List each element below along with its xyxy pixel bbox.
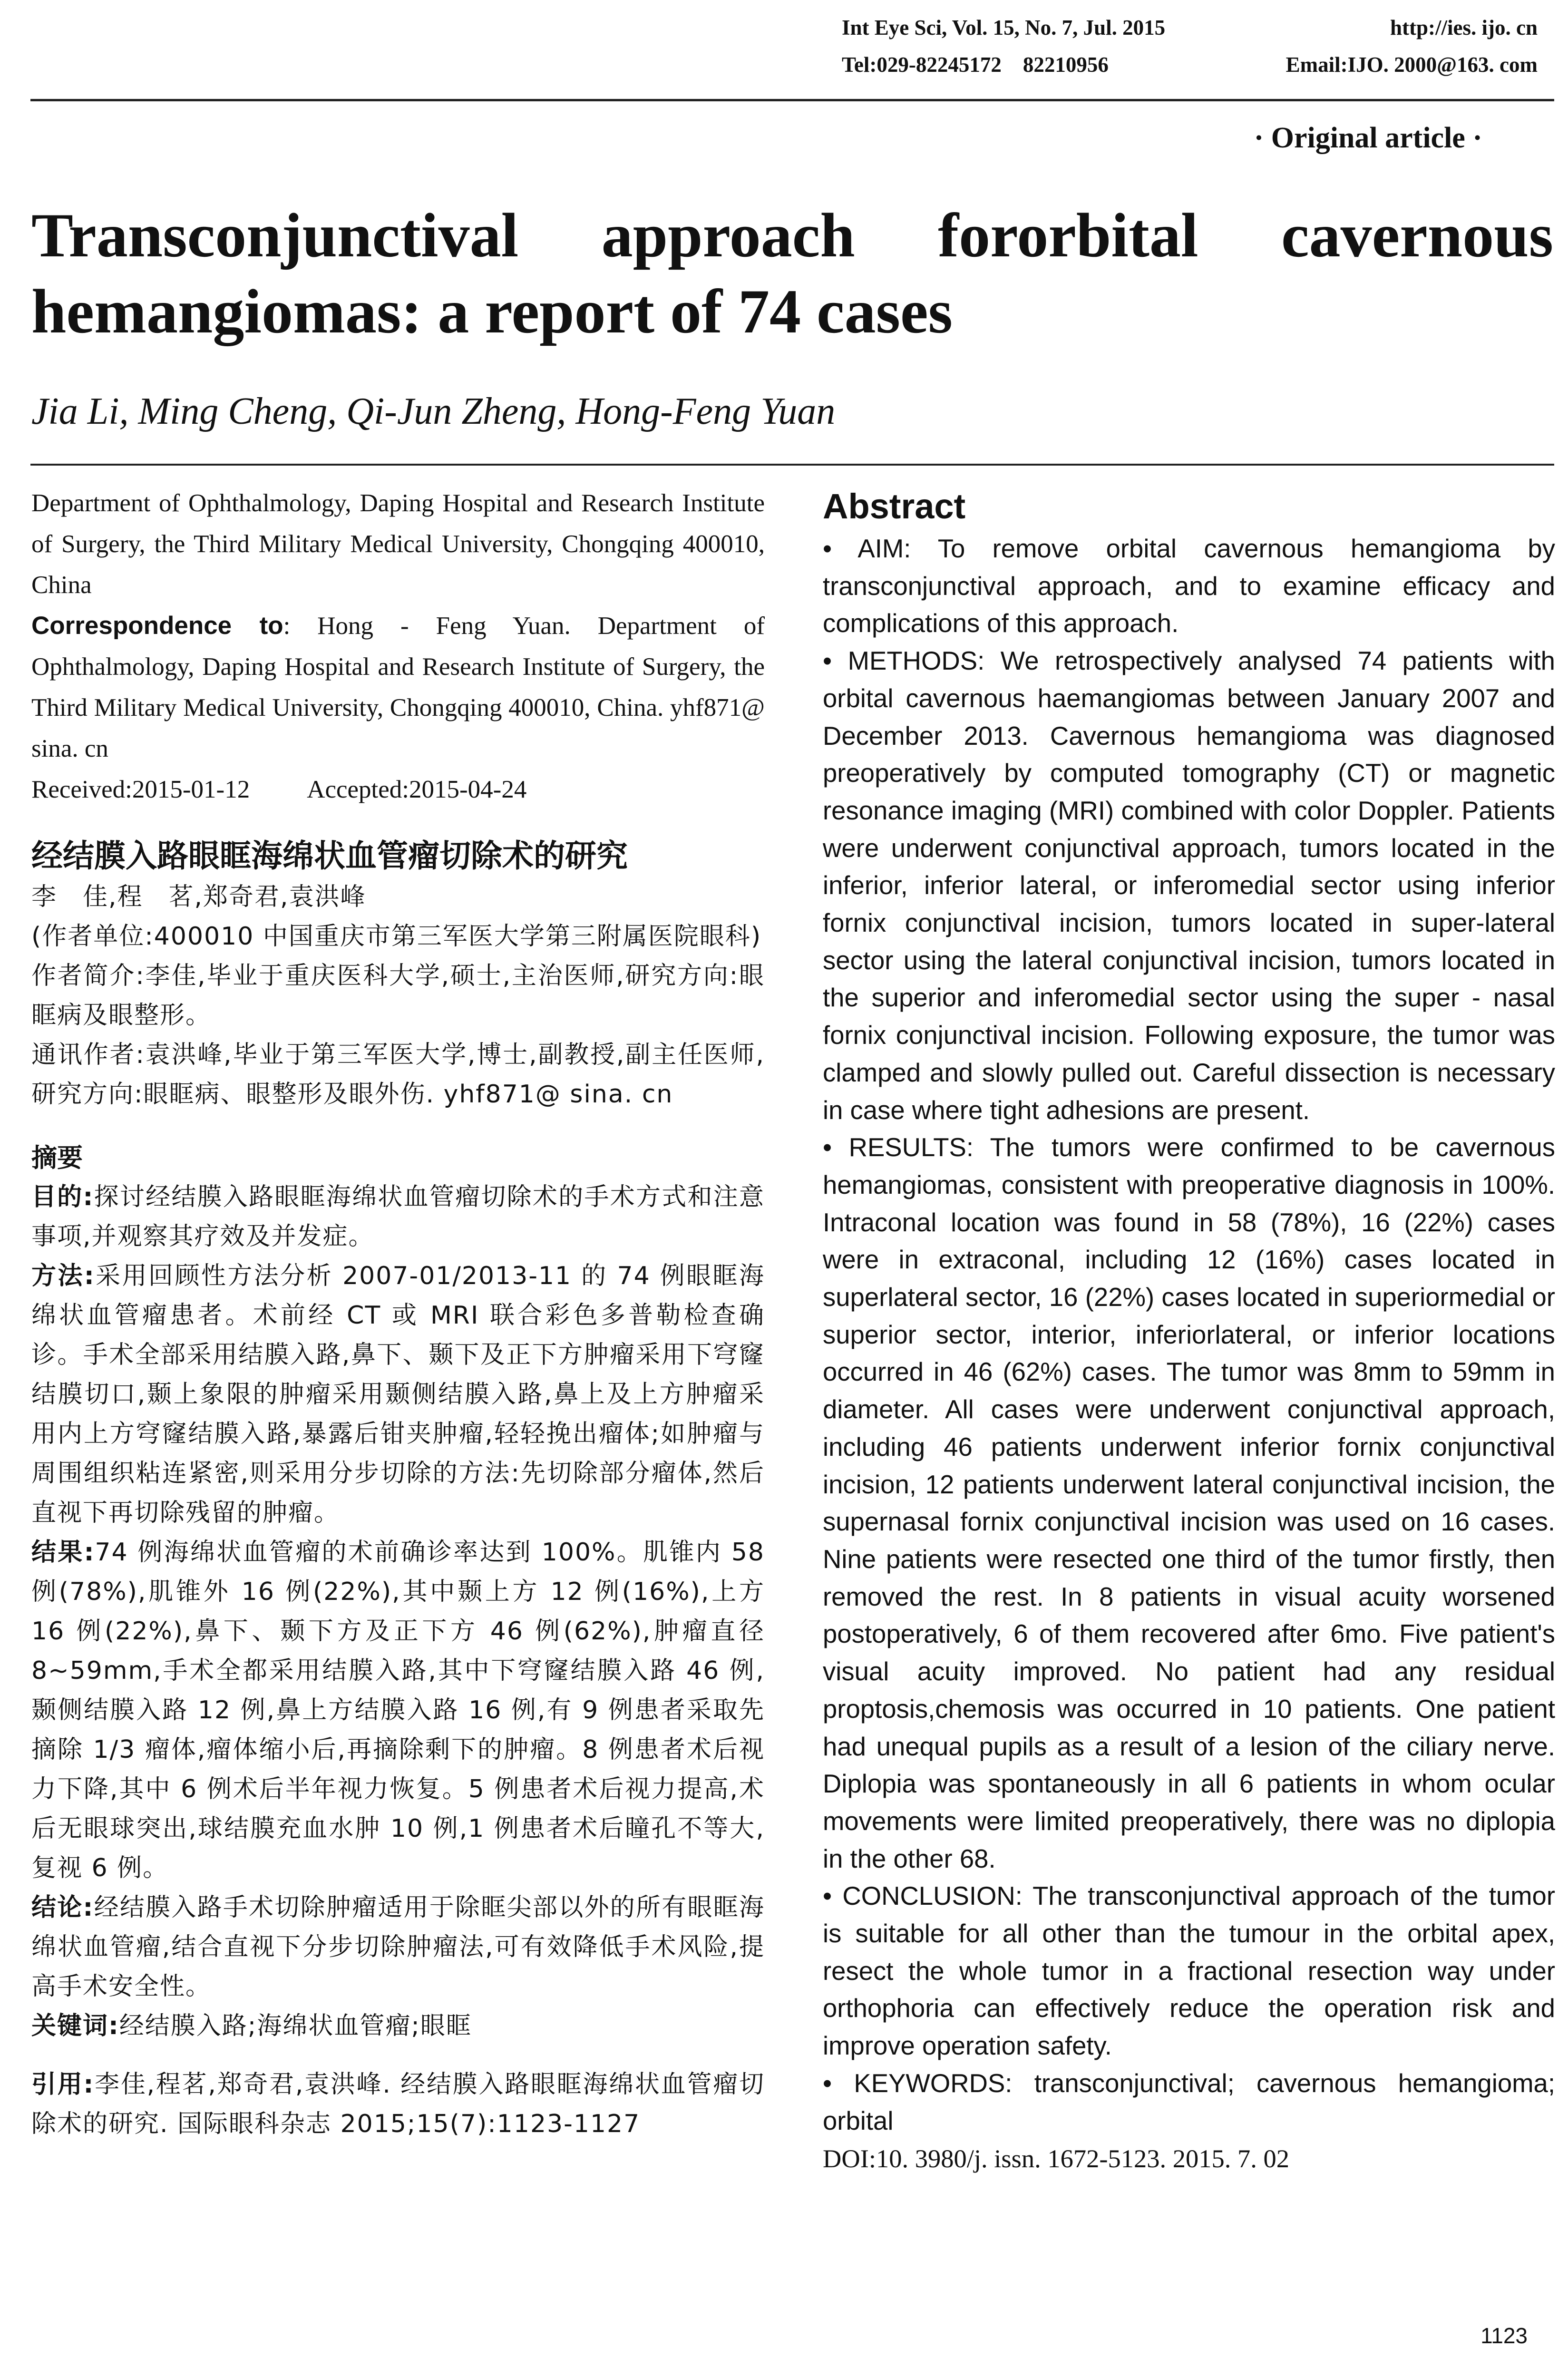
chinese-aim-label: 目的: <box>31 1183 94 1211</box>
left-column <box>31 483 765 2144</box>
title-word: fororbital <box>938 200 1198 270</box>
right-column <box>823 483 1555 2178</box>
chinese-abstract-heading: 摘要 <box>31 1143 83 1173</box>
abstract-keywords: • KEYWORDS: transconjunctival; cavernous hemangioma; orbital <box>823 2068 1555 2135</box>
chinese-citation-label: 引用: <box>31 2070 95 2099</box>
chinese-aim <box>31 1178 765 1257</box>
correspondence <box>31 605 765 769</box>
journal-url[interactable]: http://ies. ijo. cn <box>1390 16 1538 39</box>
header-divider <box>30 99 1554 101</box>
chinese-keywords-text: 经结膜入路;海绵状血管瘤;眼眶 <box>119 2012 472 2040</box>
journal-citation-line: Int Eye Sci, Vol. 15, No. 7, Jul. 2015 <box>842 16 1166 39</box>
chinese-citation-text: 李佳,程茗,郑奇君,袁洪峰. 经结膜入路眼眶海绵状血管瘤切除术的研究. 国际眼科杂志 2015;15(7):1123-1127 <box>31 2070 765 2138</box>
title-word: approach <box>601 200 855 270</box>
title-word: Transconjunctival <box>31 200 519 270</box>
title-word: cavernous <box>1281 200 1553 270</box>
received-date: Received:2015-01-12 <box>31 776 250 803</box>
chinese-keywords-label: 关键词: <box>31 2012 119 2040</box>
chinese-citation <box>31 2065 765 2144</box>
chinese-keywords <box>31 2007 765 2046</box>
chinese-unit: (作者单位:400010 中国重庆市第三军医大学第三附属医院眼科) <box>31 922 762 951</box>
section-tag: · Original article · <box>1254 122 1482 154</box>
chinese-results <box>31 1533 765 1888</box>
chinese-results-label: 结果: <box>31 1538 95 1567</box>
chinese-title: 经结膜入路眼眶海绵状血管瘤切除术的研究 <box>31 838 628 874</box>
chinese-results-text: 74 例海绵状血管瘤的术前确诊率达到 100%。肌锥内 58 例(78%),肌锥外 16 例(22%),其中颞上方 12 例(16%),上方 16 例(22%),鼻下、颞下方及正下方 46 例(62%),肿瘤直径 8~59mm,手术全都采用结膜入路,其中下穹窿结膜入路 46 例,颞侧结膜入路 12 例,鼻上方结膜入路 16 例,有 9 例患者采取先摘除 1/3 瘤体,瘤体缩小后,再摘除剩下的肿瘤。8 例患者术后视力下降,其中 6 例术后半年视力恢复。5 例患者术后视力提高,术后无眼球突出,球结膜充血水肿 10 例,1 例患者术后瞳孔不等大,复视 6 例。 <box>31 1538 765 1882</box>
abstract-heading: Abstract <box>823 487 966 526</box>
journal-email[interactable]: Email:IJO. 2000@163. com <box>1286 53 1538 77</box>
chinese-methods-label: 方法: <box>31 1262 95 1290</box>
affiliation: Department of Ophthalmology, Daping Hospital and Research Institute of Surgery, the Third Military Medical University, Chongqing 400010, China <box>31 489 765 599</box>
doi[interactable]: DOI:10. 3980/j. issn. 1672-5123. 2015. 7. 02 <box>823 2144 1289 2173</box>
abstract-results: • RESULTS: The tumors were confirmed to be cavernous hemangiomas, consistent with preoperative diagnosis in 100%. Intraconal location was found in 58 (78%), 16 (22%) cases were in extraconal, including 12 (16%) cases located in superlateral sector, 16 (22%) cases located in superiormedial or superior sector, interior, inferiorlateral, or inferior locations occurred in 46 (62%) cases. The tumor was 8mm to 59mm in diameter. All cases were underwent conjunctival approach, including 46 patients underwent inferior fornix conjunctival incision, 12 patients underwent lateral conjunctival incision, the supernasal fornix conjunctival incision was used on 16 cases. Nine patients were resected one third of the tumor firstly, then removed the rest. In 8 patients in visual acuity worsened postoperatively, 6 of them recovered after 6mo. Five patient's visual acuity improved. No patient had any residual proptosis,chemosis was occurred in 10 patients. One patient had unequal pupils as a result of a lesion of the ciliary nerve. Diplopia was spontaneously in all 6 patients in whom ocular movements were limited preoperatively, there was no diplopia in the other 68. <box>823 1133 1555 1873</box>
title-line-2: hemangiomas: a report of 74 cases <box>31 276 953 346</box>
correspondence-label: Correspondence to <box>31 612 283 640</box>
article-title <box>31 197 1553 350</box>
abstract-methods: • METHODS: We retrospectively analysed 74 patients with orbital cavernous haemangiomas between January 2007 and December 2013. Cavernous hemangioma was diagnosed preoperatively by computed tomography (CT) or magnetic resonance imaging (MRI) combined with color Doppler. Patients were underwent conjunctival approach, tumors located in the inferior, inferior lateral, or inferomedial sector using inferior fornix conjunctival incision, tumors located in super-lateral sector using the lateral conjunctival incision, tumors located in the superior and inferomedial sector using the super - nasal fornix conjunctival incision. Following exposure, the tumor was clamped and slowly pulled out. Careful dissection is necessary in case where tight adhesions are present. <box>823 646 1555 1125</box>
authors: Jia Li, Ming Cheng, Qi-Jun Zheng, Hong-Feng Yuan <box>31 390 836 432</box>
affiliation-block <box>31 483 765 810</box>
chinese-methods-text: 采用回顾性方法分析 2007-01/2013-11 的 74 例眼眶海绵状血管瘤患者。术前经 CT 或 MRI 联合彩色多普勒检查确诊。手术全部采用结膜入路,鼻下、颞下及正下方肿瘤采用下穹窿结膜切口,颞上象限的肿瘤采用颞侧结膜入路,鼻上及上方肿瘤采用内上方穹窿结膜入路,暴露后钳夹肿瘤,轻轻挽出瘤体;如肿瘤与周围组织粘连紧密,则采用分步切除的方法:先切除部分瘤体,然后直视下再切除残留的肿瘤。 <box>31 1262 765 1527</box>
accepted-date: Accepted:2015-04-24 <box>307 776 527 803</box>
chinese-conclusion-text: 经结膜入路手术切除肿瘤适用于除眶尖部以外的所有眼眶海绵状血管瘤,结合直视下分步切除肿瘤法,可有效降低手术风险,提高手术安全性。 <box>31 1893 765 2001</box>
chinese-conclusion <box>31 1888 765 2007</box>
dates <box>31 769 765 810</box>
chinese-methods <box>31 1257 765 1533</box>
chinese-conclusion-label: 结论: <box>31 1893 94 1922</box>
journal-tel: Tel:029-82245172 82210956 <box>842 53 1109 77</box>
chinese-aim-text: 探讨经结膜入路眼眶海绵状血管瘤切除术的手术方式和注意事项,并观察其疗效及并发症。 <box>31 1183 765 1251</box>
chinese-authors: 李 佳,程 茗,郑奇君,袁洪峰 <box>31 883 366 911</box>
chinese-author-bio: 作者简介:李佳,毕业于重庆医科大学,硕士,主治医师,研究方向:眼眶病及眼整形。 <box>31 962 765 1030</box>
abstract-conclusion: • CONCLUSION: The transconjunctival approach of the tumor is suitable for all other than the tumour in the orbital apex, resect the whole tumor in a fractional resection way under orthophoria can effectively reduce the operation risk and improve operation safety. <box>823 1881 1555 2061</box>
title-line-1 <box>31 197 1553 273</box>
chinese-corresponding-author: 通讯作者:袁洪峰,毕业于第三军医大学,博士,副教授,副主任医师,研究方向:眼眶病、眼整形及眼外伤. yhf871@ sina. cn <box>31 1041 765 1109</box>
correspondence-text: : Hong - Feng Yuan. Department of Ophthalmology, Daping Hospital and Research Institute of Surgery, the Third Military Medical University, Chongqing 400010, China. yhf871@ sina. cn <box>31 612 765 762</box>
abstract-aim: • AIM: To remove orbital cavernous hemangioma by transconjunctival approach, and to examine efficacy and complications of this approach. <box>823 534 1555 638</box>
page-number: 1123 <box>1480 2323 1528 2348</box>
title-divider <box>30 464 1554 466</box>
